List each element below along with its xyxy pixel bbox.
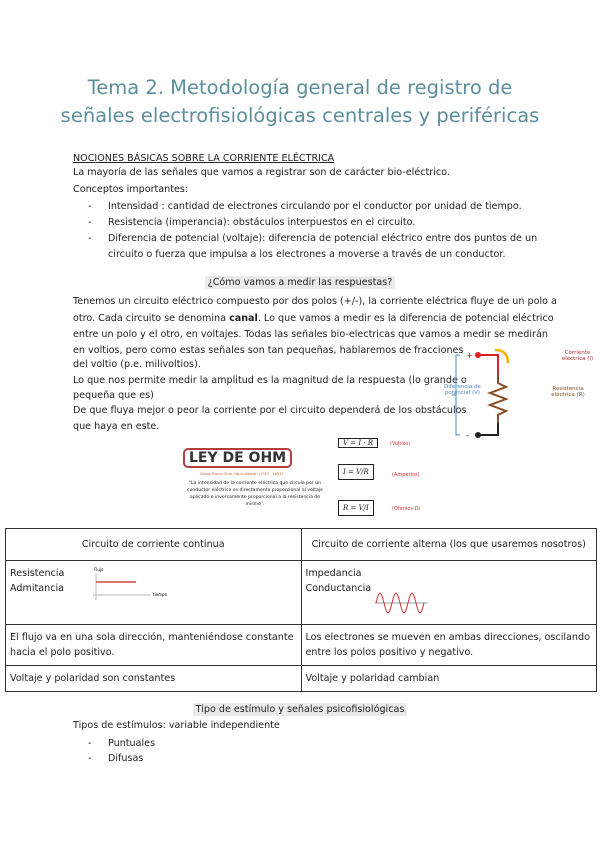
paragraph-line: De que fluya mejor o peor la corriente por el circuito dependerá de los obstáculos <box>73 405 467 416</box>
formula-current: I = V/R <box>338 464 374 480</box>
bullet-item: Intensidad : cantidad de electrones circulando por el conductor por unidad de tiempo. <box>108 201 522 212</box>
svg-text:+: + <box>466 351 473 360</box>
table-header: Circuito de corriente alterna (los que usaremos nosotros) <box>301 529 597 561</box>
formula-unit: (Amperios) <box>392 472 420 478</box>
paragraph-line: Tenemos un circuito eléctrico compuesto por dos polos (+/-), la corriente eléctrica fluye de un polo a <box>73 296 557 307</box>
table-cell: Voltaje y polaridad cambian <box>301 666 597 692</box>
text: . Lo que vamos a medir es la diferencia de potencial eléctrico <box>257 313 554 324</box>
bullet-item: circuito o fuerza que impulsa a los electrones a moverse a través de un conductor. <box>108 249 506 260</box>
table-cell: El flujo va en una sola dirección, manteniéndose constante hacia el polo positivo. <box>6 625 302 666</box>
formula-voltage: V = I · R <box>338 438 378 448</box>
paragraph: Tipos de estímulos: variable independiente <box>73 720 280 731</box>
cell-text: Resistencia <box>10 568 65 579</box>
ohm-credit: Georg Simon Ohm, físico alemán (1787 - 1854) <box>200 472 283 476</box>
paragraph: La mayoría de las señales que vamos a registrar son de carácter bio-eléctrico. <box>73 167 450 178</box>
dc-graph <box>91 565 171 605</box>
cell-text: Admitancia <box>10 583 65 594</box>
table-cell: Los electrones se mueven en ambas direcciones, oscilando entre los polos positivo y negativo. <box>301 625 597 666</box>
page-title-line2: señales electrofisiológicas centrales y periféricas <box>60 104 540 127</box>
ohm-quote: "La intensidad de la corriente eléctrica que circula por un conductor eléctrico es directamente proporcional al voltaje aplicado e inversamente proporcional a la resistencia de mismo". <box>187 481 323 507</box>
current-arrow-icon <box>495 350 508 363</box>
section-heading: Tipo de estímulo y señales psicofisiológicas <box>193 703 408 716</box>
paragraph-line: pequeña que es) <box>73 390 154 401</box>
section-heading: NOCIONES BÁSICAS SOBRE LA CORRIENTE ELÉCTRICA <box>73 153 335 164</box>
cell-text: Conductancia <box>305 583 372 594</box>
svg-text:Flujo: Flujo <box>94 567 104 572</box>
section-heading: ¿Cómo vamos a medir las respuestas? <box>205 276 396 289</box>
paragraph-line: que haya en este. <box>73 421 160 432</box>
text: otro. Cada circuito se denomina <box>73 313 230 324</box>
formula-resistance: R = V/I <box>338 500 374 516</box>
bullet-dash: - <box>88 738 92 749</box>
paragraph-line: del voltio (p.e. milivoltios). <box>73 359 201 370</box>
formula-unit: (Ohmios Ω) <box>392 506 421 512</box>
formula-unit: (Voltios) <box>390 441 411 447</box>
ohm-law-title: LEY DE OHM <box>183 448 292 468</box>
ac-sine-graph <box>370 583 440 617</box>
svg-text:-: - <box>466 431 469 440</box>
bullet-item: Resistencia (imperancia): obstáculos interpuestos en el circuito. <box>108 217 416 228</box>
paragraph-line: Lo que nos permite medir la amplitud es la magnitud de la respuesta (lo grande o <box>73 375 467 386</box>
bullet-item: Diferencia de potencial (voltaje): diferencia de potencial eléctrico entre dos puntos de un <box>108 233 538 244</box>
bullet-item: Difusas <box>108 753 144 764</box>
table-cell <box>6 561 302 625</box>
cell-text: Impedancia <box>305 568 362 579</box>
current-label: Corriente eléctrica (I) <box>561 350 594 362</box>
bullet-item: Puntuales <box>108 738 156 749</box>
paragraph: Conceptos importantes: <box>73 184 189 195</box>
bullet-dash: - <box>88 201 92 212</box>
resistor-icon <box>490 373 506 423</box>
page-title-line1: Tema 2. Metodología general de registro de <box>87 76 513 99</box>
paragraph-line <box>73 312 554 326</box>
paragraph-line: en voltios, pero como estas señales son tan pequeñas, hablaremos de fracciones <box>73 345 464 356</box>
bullet-dash: - <box>88 753 92 764</box>
bold-term: canal <box>229 313 258 324</box>
bullet-dash: - <box>88 233 92 244</box>
table-header: Circuito de corriente continua <box>6 529 302 561</box>
paragraph-line: entre un polo y el otro, en voltajes. Todas las señales bio-electricas que vamos a medir se medirán <box>73 329 548 340</box>
svg-text:tiempo: tiempo <box>153 592 168 597</box>
table-cell: Voltaje y polaridad son constantes <box>6 666 302 692</box>
bullet-dash: - <box>88 217 92 228</box>
resistance-label: Resistencia eléctrica (R) <box>551 386 585 398</box>
comparison-table <box>5 528 597 692</box>
table-cell <box>301 561 597 625</box>
voltage-label: Diferencia de potencial (V) <box>444 384 481 396</box>
